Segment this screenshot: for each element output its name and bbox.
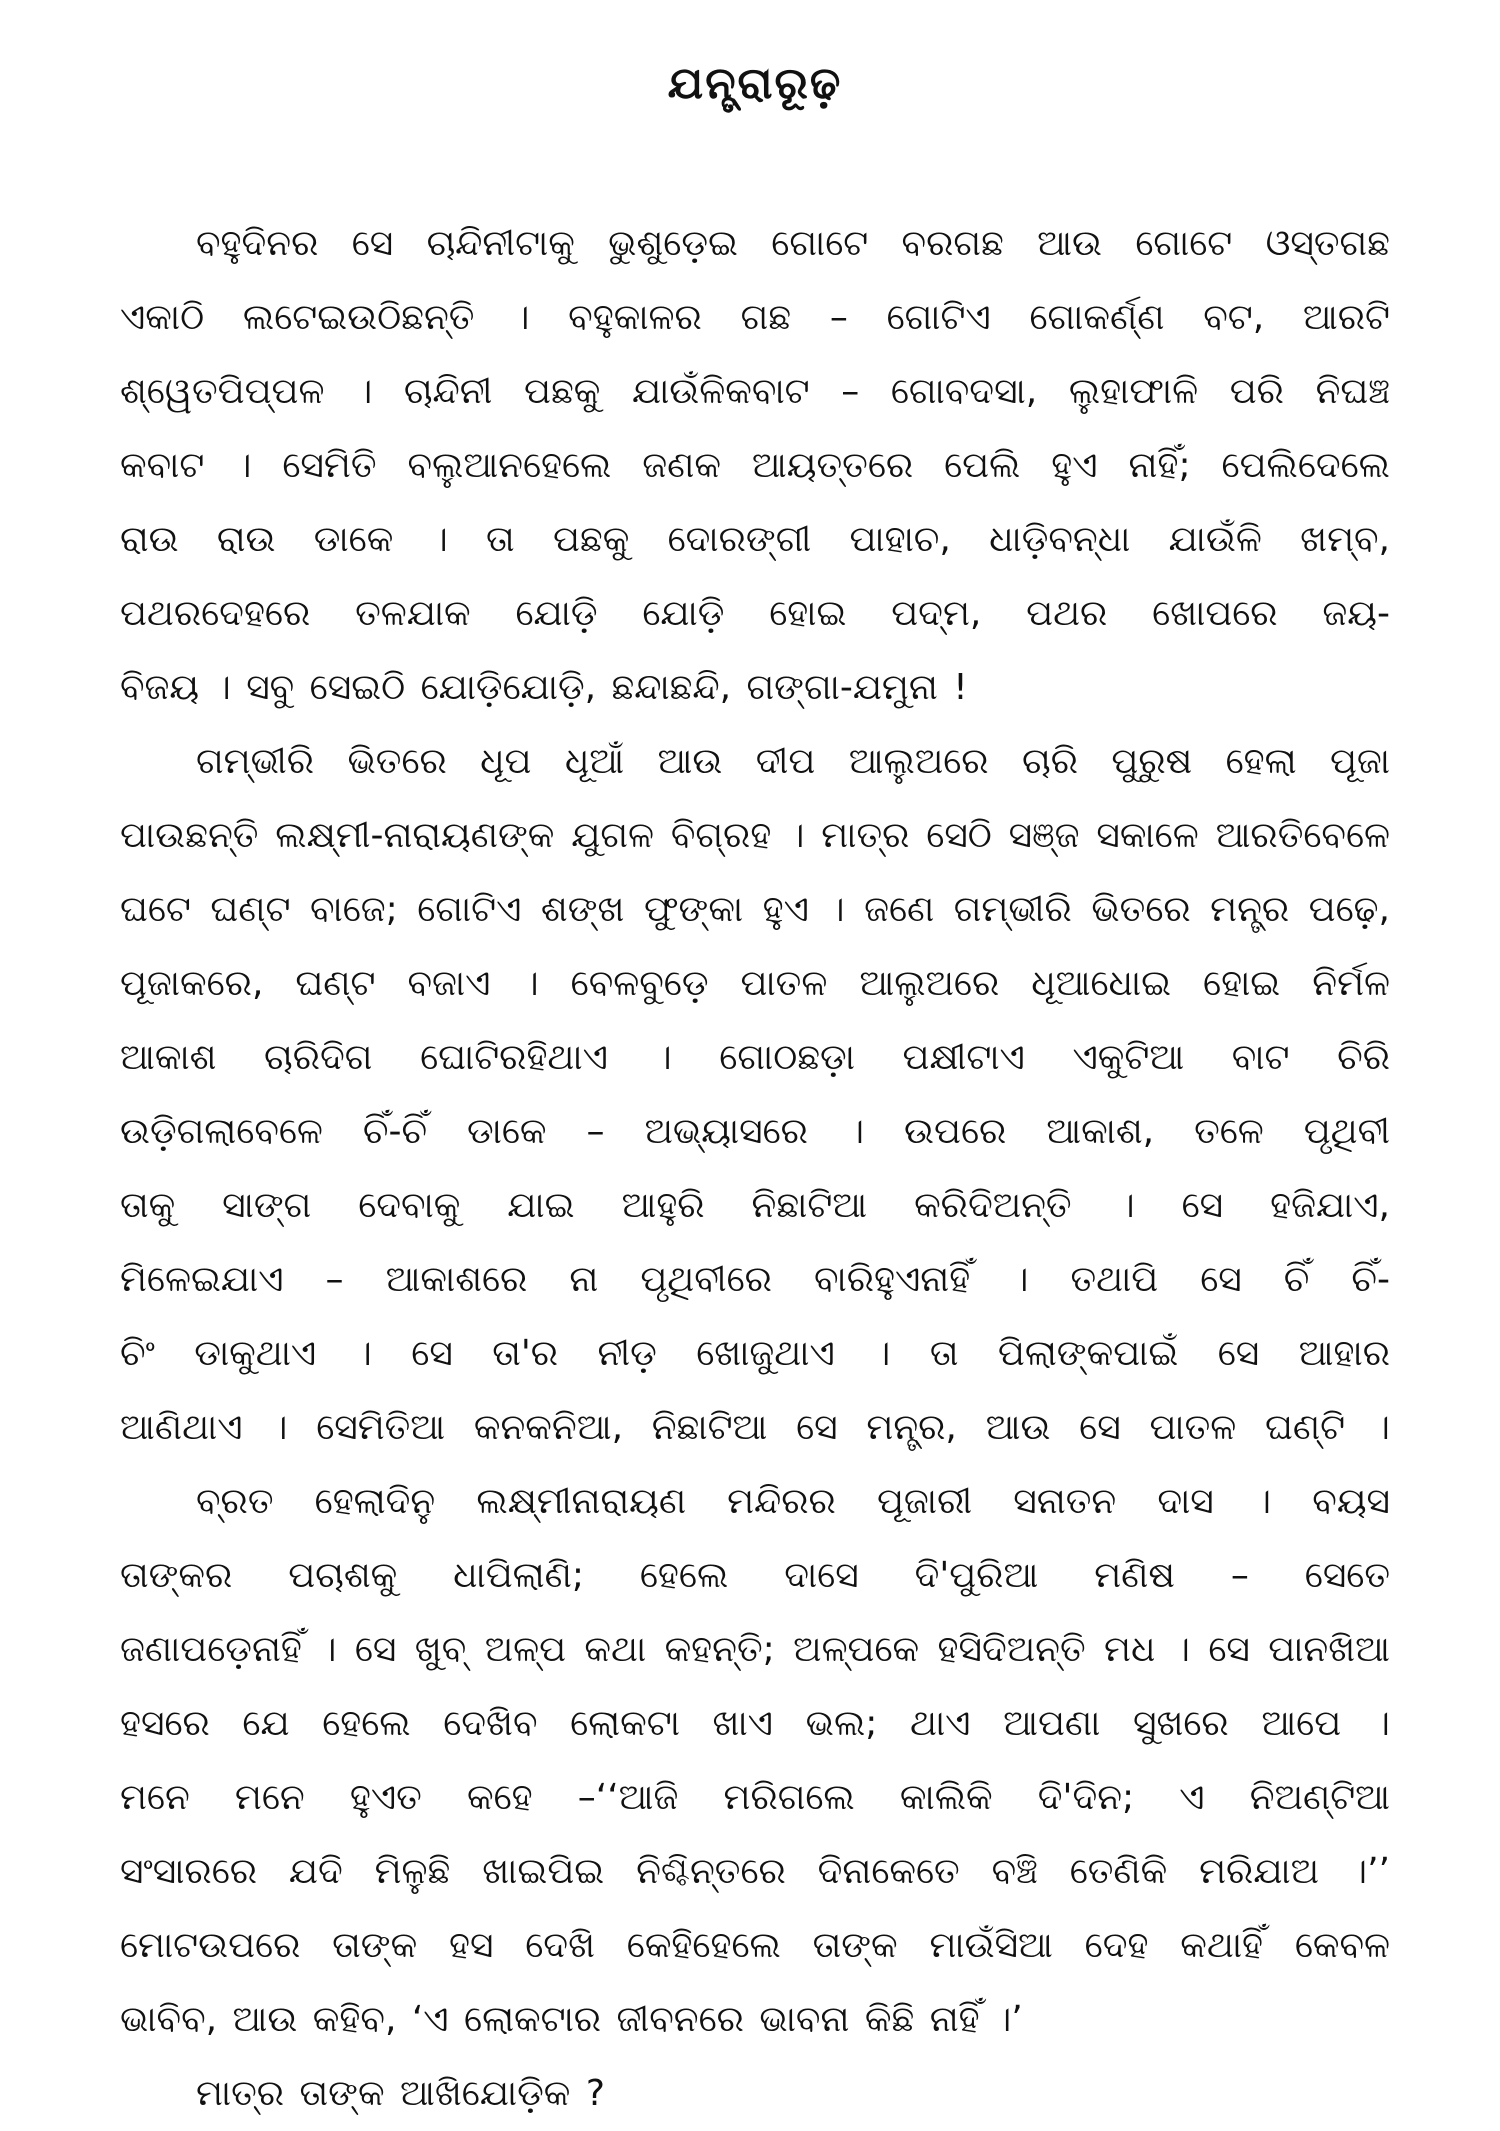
text-line: ଜଣାପଡ଼େନାହିଁ । ସେ ଖୁବ୍ ଅଳ୍ପ କଥା କହନ୍ତି; ଅଳ୍ପକେ ହସିଦିଅନ୍ତି ମଧ । ସେ ପାନଖିଆ: [120, 1628, 1390, 1670]
text-line: ଏକାଠି ଲଟେଇଉଠିଛନ୍ତି । ବହୁକାଳର ଗଛ – ଗୋଟିଏ ଗୋକର୍ଣ୍ଣ ବଟ, ଆରଟି: [120, 296, 1390, 338]
text-line: ଚିଂ ଡାକୁଥାଏ । ସେ ତା'ର ନୀଡ଼ ଖୋଜୁଥାଏ । ତା ପିଲାଙ୍କପାଇଁ ସେ ଆହାର: [120, 1332, 1390, 1374]
text-line: ଆକାଶ ଚାରିଦିଗ ଘୋଟିରହିଥାଏ । ଗୋଠଛଡ଼ା ପକ୍ଷୀଟାଏ ଏକୁଟିଆ ବାଟ ଚିରି: [120, 1036, 1390, 1078]
text-line: ତାଙ୍କର ପଚାଶକୁ ଧାପିଲାଣି; ହେଲେ ଦାସେ ଦି'ପୁରିଆ ମଣିଷ – ସେତେ: [120, 1554, 1390, 1596]
text-line: ମିଳେଇଯାଏ – ଆକାଶରେ ନା ପୃଥିବୀରେ ବାରିହୁଏନାହିଁ । ତଥାପି ସେ ଚିଁ ଚିଁ-: [120, 1258, 1390, 1300]
text-line: ପାଉଛନ୍ତି ଲକ୍ଷ୍ମୀ-ନାରାୟଣଙ୍କ ଯୁଗଳ ବିଗ୍ରହ । ମାତ୍ର ସେଠି ସଞ୍ଜ ସକାଳେ ଆରତିବେଳେ: [120, 814, 1390, 856]
text-line: ତାକୁ ସାଙ୍ଗ ଦେବାକୁ ଯାଇ ଆହୁରି ନିଛାଟିଆ କରିଦିଅନ୍ତି । ସେ ହଜିଯାଏ,: [120, 1184, 1390, 1226]
text-line: ଘଟେ ଘଣ୍ଟ ବାଜେ; ଗୋଟିଏ ଶଙ୍ଖ ଫୁଙ୍କା ହୁଏ । ଜଣେ ଗମ୍ଭୀରି ଭିତରେ ମନ୍ତ୍ର ପଢ଼େ,: [120, 888, 1390, 930]
text-line: ବିଜୟ । ସବୁ ସେଇଠି ଯୋଡ଼ିଯୋଡ଼ି, ଛନ୍ଦାଛନ୍ଦି, ଗଙ୍ଗା-ଯମୁନା !: [120, 666, 968, 708]
text-line: ରାଉ ରାଉ ଡାକେ । ତା ପଛକୁ ଦୋରଙ୍ଗୀ ପାହାଚ, ଧାଡ଼ିବନ୍ଧା ଯାଉଁଳି ଖମ୍ବ,: [120, 518, 1390, 560]
text-line: ଶ୍ୱେତପିପ୍ପଳ । ଚାନ୍ଦିନୀ ପଛକୁ ଯାଉଁଳିକବାଟ – ଗୋବଦସା, ଲୁହାଫାଳି ପରି ନିଘଞ୍ଚ: [120, 370, 1390, 412]
text-line: ଉଡ଼ିଗଲାବେଳେ ଚିଁ-ଚିଁ ଡାକେ – ଅଭ୍ୟାସରେ । ଉପରେ ଆକାଶ, ତଳେ ପୃଥିବୀ: [120, 1110, 1390, 1152]
text-line: ମୋଟଉପରେ ତାଙ୍କ ହସ ଦେଖି କେହିହେଲେ ତାଙ୍କ ମାଉଁସିଆ ଦେହ କଥାହିଁ କେବଳ: [120, 1924, 1390, 1966]
text-line: ସଂସାରରେ ଯଦି ମିଳୁଛି ଖାଇପିଇ ନିଶ୍ଚିନ୍ତରେ ଦିନାକେତେ ବଞ୍ଚି ତେଣିକି ମରିଯାଅ ।’’: [120, 1850, 1390, 1892]
text-line: ବହୁଦିନର ସେ ଚାନ୍ଦିନୀଟାକୁ ଭୁଶୁଡ଼େଇ ଗୋଟେ ବରଗଛ ଆଉ ଗୋଟେ ଓସ୍ତଗଛ: [196, 222, 1390, 264]
story-text: [120, 207, 1390, 2131]
text-line: ମାତ୍ର ତାଙ୍କ ଆଖିଯୋଡ଼ିକ ?: [196, 2072, 605, 2114]
text-line: ମନେ ମନେ ହୁଏତ କହେ –‘‘ଆଜି ମରିଗଲେ କାଲିକି ଦି'ଦିନ; ଏ ନିଅଣ୍ଟିଆ: [120, 1776, 1390, 1818]
text-line: ଆଣିଥାଏ । ସେମିତିଆ କନକନିଆ, ନିଛାଟିଆ ସେ ମନ୍ତ୍ର, ଆଉ ସେ ପାତଳ ଘଣ୍ଟି ।: [120, 1406, 1390, 1448]
text-line: ପଥରଦେହରେ ତଳଯାକ ଯୋଡ଼ି ଯୋଡ଼ି ହୋଇ ପଦ୍ମ, ପଥର ଖୋପରେ ଜୟ-: [120, 592, 1390, 634]
text-line: ଗମ୍ଭୀରି ଭିତରେ ଧୂପ ଧୂଆଁ ଆଉ ଦୀପ ଆଲୁଅରେ ଚାରି ପୁରୁଷ ହେଲା ପୂଜା: [196, 740, 1390, 782]
text-line: ହସରେ ଯେ ହେଲେ ଦେଖିବ ଲୋକଟା ଖାଏ ଭଲ; ଥାଏ ଆପଣା ସୁଖରେ ଆପେ ।: [120, 1702, 1390, 1744]
text-line: କବାଟ । ସେମିତି ବଲୁଆନହେଲେ ଜଣକ ଆୟତ୍ତରେ ପେଲି ହୁଏ ନାହିଁ; ପେଲିଦେଲେ: [120, 444, 1390, 486]
text-line: ପୂଜାକରେ, ଘଣ୍ଟ ବଜାଏ । ବେଳବୁଡ଼େ ପାତଳ ଆଲୁଅରେ ଧୂଆଧୋଇ ହୋଇ ନିର୍ମଳ: [120, 962, 1390, 1004]
text-line: ବ୍ରତ ହେଲାଦିନୁ ଲକ୍ଷ୍ମୀନାରାୟଣ ମନ୍ଦିରର ପୂଜାରୀ ସନାତନ ଦାସ । ବୟସ: [196, 1480, 1390, 1522]
page-title: ଯନ୍ତ୍ରାରୂଢ଼: [667, 58, 843, 109]
text-line: ଭାବିବ, ଆଉ କହିବ, ‘ଏ ଲୋକଟାର ଜୀବନରେ ଭାବନା କିଛି ନାହିଁ ।’: [120, 1998, 1023, 2040]
